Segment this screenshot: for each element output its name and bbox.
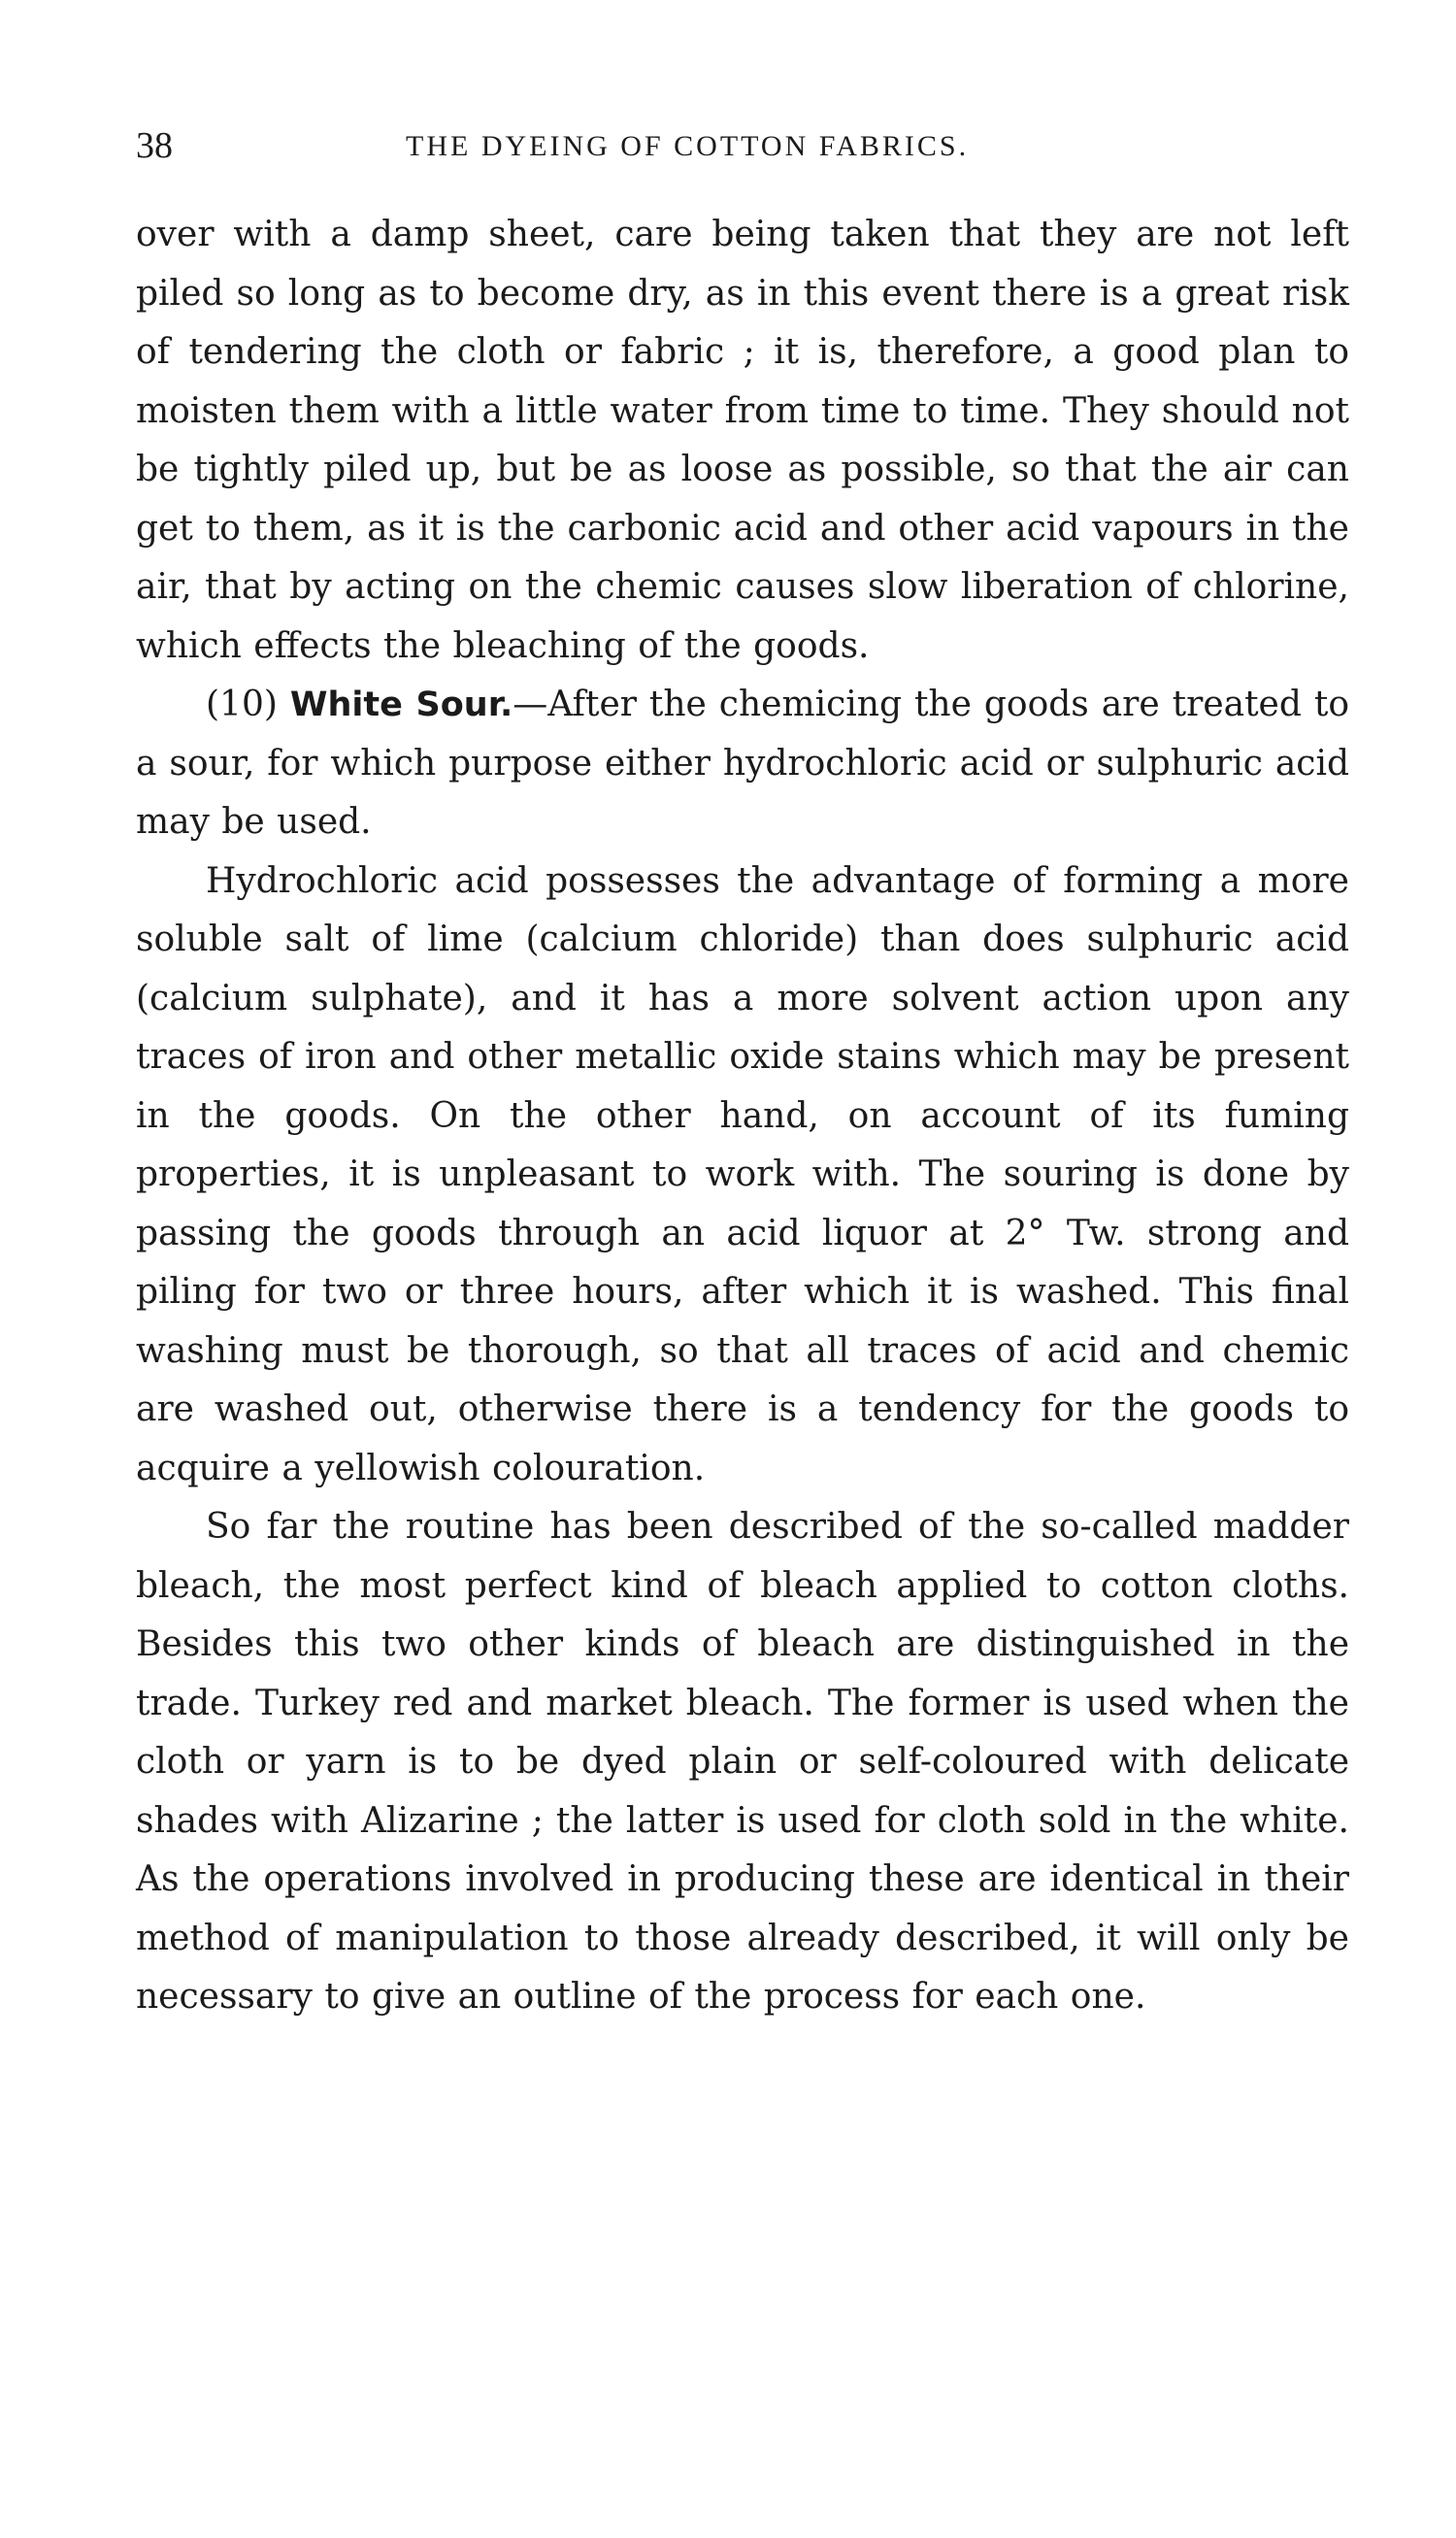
- page-header: [136, 124, 1359, 183]
- paragraph-2: [136, 676, 1349, 852]
- page-number: 38: [136, 125, 173, 166]
- body-text: [136, 206, 1349, 2027]
- paragraph-4: So far the routine has been described of the so-called madder bleach, the most perfect kind of bleach applied to cotton cloths. Besides this two other kinds of bleach are distinguished in the trade. Turkey red and market bleach. The former is used when the cloth or yarn is to be dyed plain or self-coloured with delicate shades with Alizarine ; the latter is used for cloth sold in the white. As the operations involved in producing these are identical in their method of manipulation to those already described, it will only be necessary to give an outline of the process for each one.: [136, 1507, 1349, 2017]
- paragraph-3: Hydrochloric acid possesses the advantage of forming a more soluble salt of lime (calcium chloride) than does sulphuric acid (calcium sulphate), and it has a more solvent action upon any traces of iron and other metallic oxide stains which may be present in the goods. On the other hand, on account of its fuming properties, it is unpleasant to work with. The souring is done by passing the goods through an acid liquor at 2° Tw. strong and piling for two or three hours, after which it is washed. This final washing must be thorough, so that all traces of acid and chemic are washed out, otherwise there is a tendency for the goods to acquire a yellowish colouration.: [136, 860, 1349, 1488]
- running-title: THE DYEING OF COTTON FABRICS.: [406, 130, 970, 162]
- paragraph-1: over with a damp sheet, care being taken that they are not left piled so long as to become dry, as in this event there is a great risk of tendering the cloth or fabric ; it is, therefore, a good plan to moisten them with a little water from time to time. They should not be tightly piled up, but be as loose as possible, so that the air can get to them, as it is the carbonic acid and other acid vapours in the air, that by acting on the chemic causes slow liberation of chlorine, which effects the bleaching of the goods.: [136, 215, 1349, 666]
- section-heading: White Sour.: [289, 685, 513, 724]
- paragraph-2-text: —After the chemicing the goods are treated to a sour, for which purpose either hydrochloric acid or sulphuric acid may be used.: [136, 685, 1349, 842]
- section-number: (10): [206, 685, 278, 724]
